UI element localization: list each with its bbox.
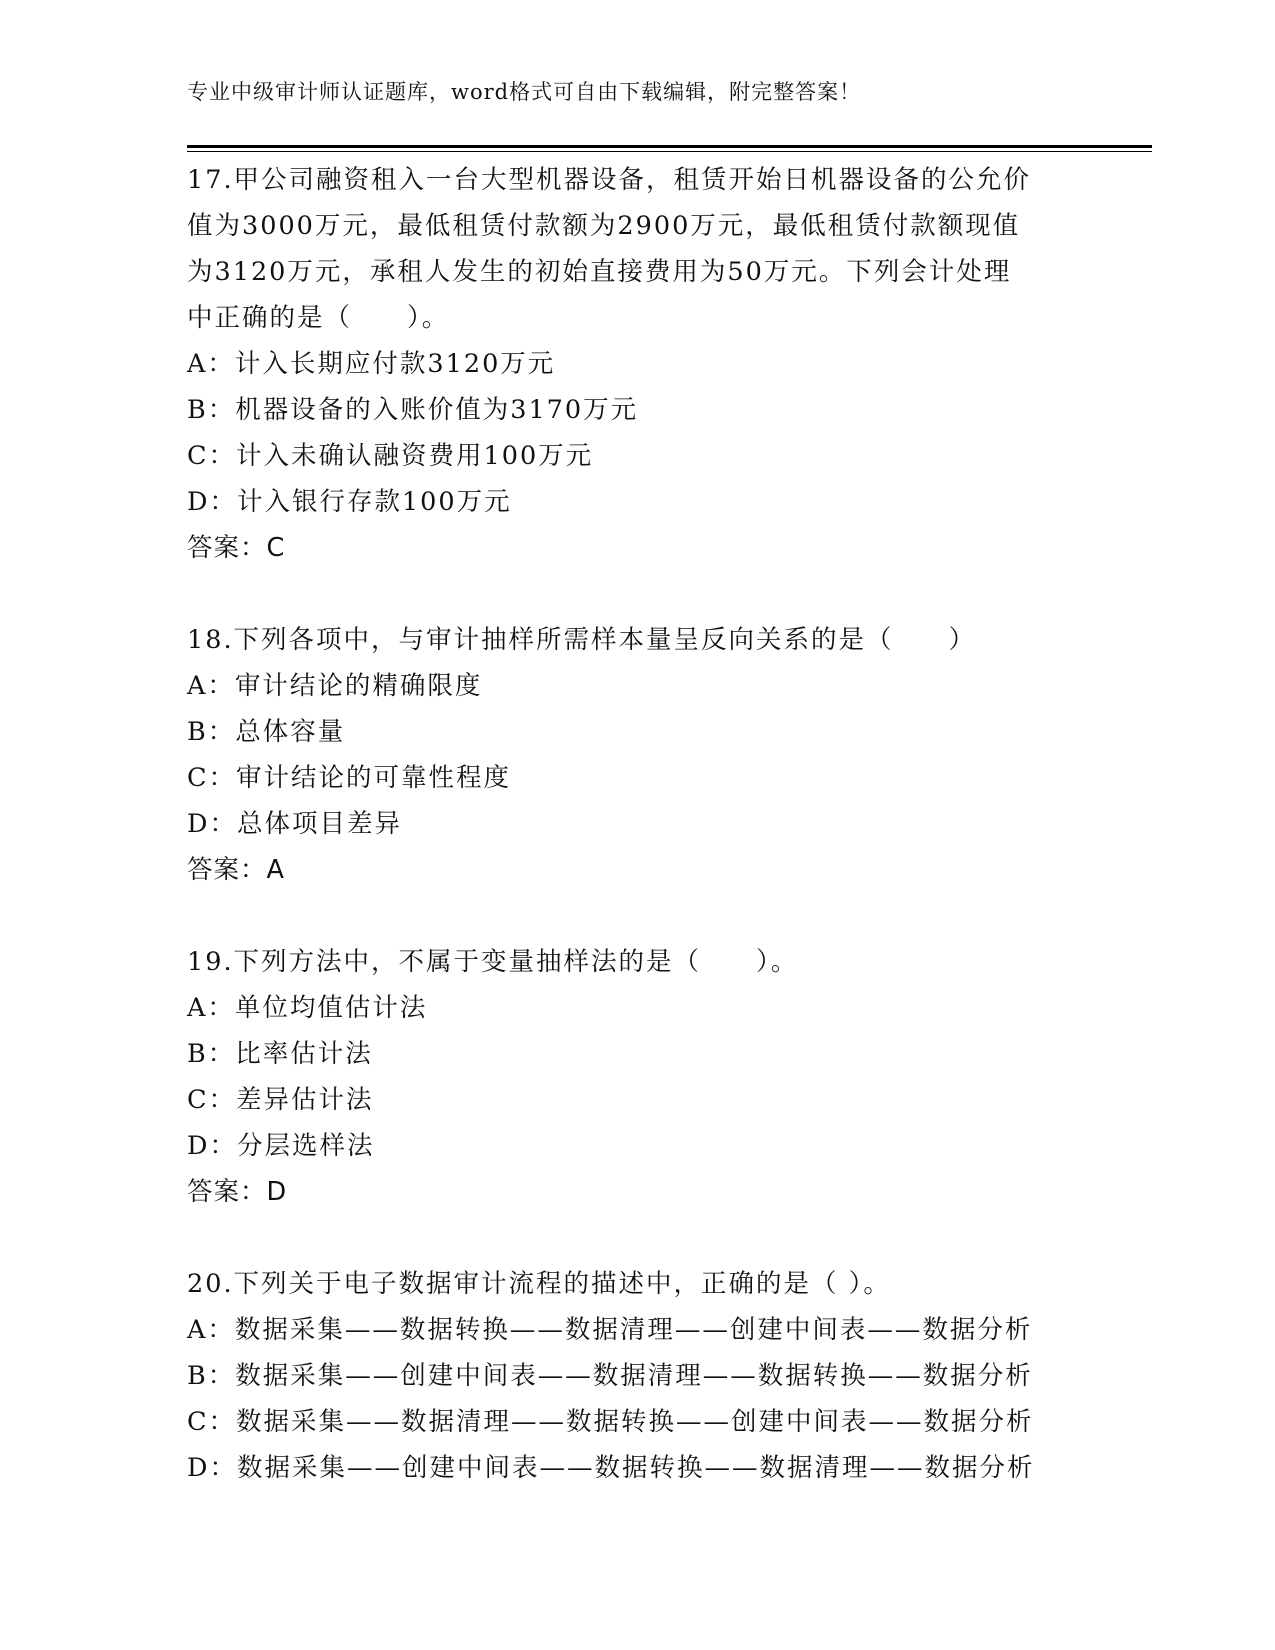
- answer-option: A：数据采集——数据转换——数据清理——创建中间表——数据分析: [187, 1315, 1033, 1345]
- question-stem-line: 中正确的是（ ）。: [187, 303, 450, 333]
- question-block: [187, 617, 1087, 893]
- question-stem-line: 19.下列方法中，不属于变量抽样法的是（ ）。: [187, 947, 799, 977]
- question-spacer: [187, 571, 1087, 617]
- header-rule-thick: [187, 145, 1152, 148]
- answer-key: 答案：A: [187, 855, 285, 885]
- question-spacer: [187, 1215, 1087, 1261]
- question-stem-line: 值为3000万元，最低租赁付款额为2900万元，最低租赁付款额现值: [187, 211, 1021, 241]
- answer-option: A：计入长期应付款3120万元: [187, 349, 556, 379]
- answer-option: C：计入未确认融资费用100万元: [187, 441, 594, 471]
- question-stem-line: 20.下列关于电子数据审计流程的描述中，正确的是（ ）。: [187, 1269, 891, 1299]
- answer-option: A：审计结论的精确限度: [187, 671, 483, 701]
- question-block: [187, 939, 1087, 1215]
- answer-key: 答案：C: [187, 533, 286, 563]
- answer-option: D：数据采集——创建中间表——数据转换——数据清理——数据分析: [187, 1453, 1035, 1483]
- question-spacer: [187, 893, 1087, 939]
- answer-option: B：机器设备的入账价值为3170万元: [187, 395, 639, 425]
- answer-option: C：差异估计法: [187, 1085, 374, 1115]
- answer-option: C：审计结论的可靠性程度: [187, 763, 512, 793]
- question-block: [187, 1261, 1087, 1491]
- answer-option: B：比率估计法: [187, 1039, 373, 1069]
- answer-option: D：计入银行存款100万元: [187, 487, 512, 517]
- answer-option: B：数据采集——创建中间表——数据清理——数据转换——数据分析: [187, 1361, 1033, 1391]
- header-rule-thin: [187, 151, 1152, 152]
- page-header: 专业中级审计师认证题库，word格式可自由下载编辑，附完整答案！: [187, 80, 862, 104]
- question-stem-line: 为3120万元，承租人发生的初始直接费用为50万元。下列会计处理: [187, 257, 1012, 287]
- answer-option: B：总体容量: [187, 717, 346, 747]
- question-list: [187, 157, 1087, 1491]
- answer-option: C：数据采集——数据清理——数据转换——创建中间表——数据分析: [187, 1407, 1034, 1437]
- answer-option: D：分层选样法: [187, 1131, 375, 1161]
- answer-key: 答案：D: [187, 1177, 288, 1207]
- question-block: [187, 157, 1087, 571]
- question-stem-line: 18.下列各项中，与审计抽样所需样本量呈反向关系的是（ ）: [187, 625, 977, 655]
- answer-option: D：总体项目差异: [187, 809, 402, 839]
- answer-option: A：单位均值估计法: [187, 993, 428, 1023]
- question-stem-line: 17.甲公司融资租入一台大型机器设备，租赁开始日机器设备的公允价: [187, 165, 1032, 195]
